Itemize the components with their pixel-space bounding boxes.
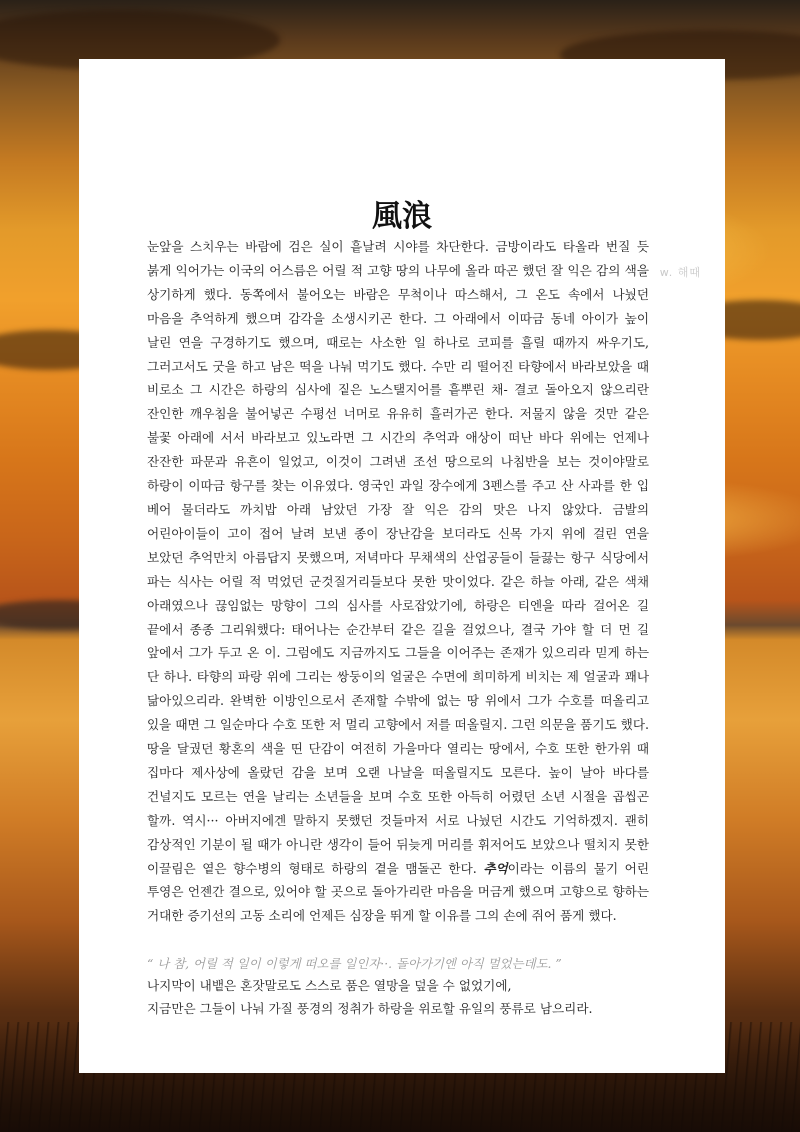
emphasized-word: 추억 <box>483 860 508 876</box>
dialogue-quote: “ 나 참, 어릴 적 일이 이렇게 떠오를 일인자··. 돌아가기엔 아직 멀었는데도. ” <box>147 956 562 971</box>
paragraph-text-part-2: 이라는 이름의 물기 어린 투영은 언젠간 결으로, 있어야 할 곳으로 돌아가리란 마음을 머금게 했으며 고향으로 향하는 거대한 증기선의 고동 소리에 언제든 심장을 뛰게 할 이유를 그의 손에 쥐어 품게 했다. <box>147 860 649 924</box>
closing-line: 지금만은 그들이 나눠 가질 풍경의 정취가 하랑을 위로할 유일의 풍류로 남으리라. <box>147 1000 593 1016</box>
closing-lines <box>147 975 649 1020</box>
main-paragraph <box>147 235 649 928</box>
closing-line: 나지막이 내뱉은 혼잣말로도 스스로 품은 열망을 덮을 수 없었기에, <box>147 978 512 993</box>
paragraph-text-part-1: 눈앞을 스치우는 바람에 검은 실이 흩날려 시야를 차단한다. 금방이라도 타올라 번질 듯 붉게 익어가는 이국의 어스름은 어릴 적 고향 땅의 나무에 올라 따곤 했던 잘 익은 감의 색을 상기하게 했다. 동쪽에서 불어오는 바람은 무척이나 따스해서, 그 온도 속에서 나눴던 마음을 추억하게 했으며 감각을 소생시키곤 한다. 그 아래에서 이따금 동네 아이가 높이 날린 연을 구경하기도 했으며, 때로는 사소한 일 하나로 코피를 흘릴 때까지 싸우기도, 그러고서도 굿을 하고 남은 떡을 나눠 먹기도 했다. 수만 리 떨어진 타향에서 바라보았을 때 비로소 그 시간은 하랑의 심사에 짙은 노스탤지어를 흩뿌린 채- 결코 돌아오지 않으리란 잔인한 깨우침을 불어넣곤 수평선 너머로 유유히 흘러가곤 한다. 저물지 않을 것만 같은 불꽃 아래에 서서 바라보고 있노라면 그 시간의 추억과 애상이 떠난 바다 위에는 언제나 잔잔한 파문과 유흔이 일었고, 이것이 그려낸 조선 땅으로의 나침반을 보는 것이야말로 하랑이 이따금 항구를 찾는 이유였다. 영국인 과일 장수에게 3펜스를 주고 산 사과를 한 입 베어 물더라도 까치밥 아래 남았던 가장 잘 익은 감의 맛은 나지 않았다. 금발의 어린아이들이 고이 접어 날려 보낸 종이 장난감을 보더라도 신목 가지 위에 걸린 연을 보았던 추억만치 아름답지 못했으며, 저녁마다 무채색의 산업공들이 들끓는 항구 식당에서 파는 식사는 어릴 적 먹었던 군것질거리들보다 못한 맛이었다. 같은 하늘 아래, 같은 색채 아래였으나 끊임없는 망향이 그의 심사를 사로잡았기에, 하랑은 티엔을 따라 걸어온 길 끝에서 종종 그리워했다: 태어나는 순간부터 같은 길을 걸었으나, 결국 가야 할 더 먼 길 앞에서 그가 두고 온 이. 그럼에도 지금까지도 그들을 이어주는 존재가 있으리라 믿게 하는 단 하나. 타향의 파랑 위에 그리는 쌍둥이의 얼굴은 수면에 희미하게 비치는 제 얼굴과 꽤나 닮아있으리라. 완벽한 이방인으로서 존재할 수밖에 없는 땅 위에서 그가 수호를 떠올리고 있을 때면 그 일순마다 수호 또한 저 멀리 고향에서 저를 떠올릴지. 그런 의문을 품기도 했다. 땅을 달궜던 황혼의 색을 띤 단감이 여전히 가을마다 열리는 땅에서, 수호 또한 한가위 때 집마다 제사상에 올랐던 감을 보며 오랜 나날을 떠올릴지도 모른다. 높이 날아 바다를 건널지도 모르는 연을 날리는 소년들을 보며 수호 또한 아득히 어렸던 소년 시절을 곱씹곤 할까. 역시··· 아버지에겐 말하지 못했던 것들마저 서로 나눴던 시간도 기억하겠지. 괜히 감상적인 기분이 될 때가 아니란 생각이 들어 뒤늦게 머리를 휘저어도 보았으나 떨치지 못한 이끌림은 옅은 향수병의 형태로 하랑의 곁을 맴돌곤 한다. <box>147 239 650 876</box>
document-title: 風浪 <box>372 199 432 234</box>
author-credit: w. 해때 <box>659 266 701 279</box>
